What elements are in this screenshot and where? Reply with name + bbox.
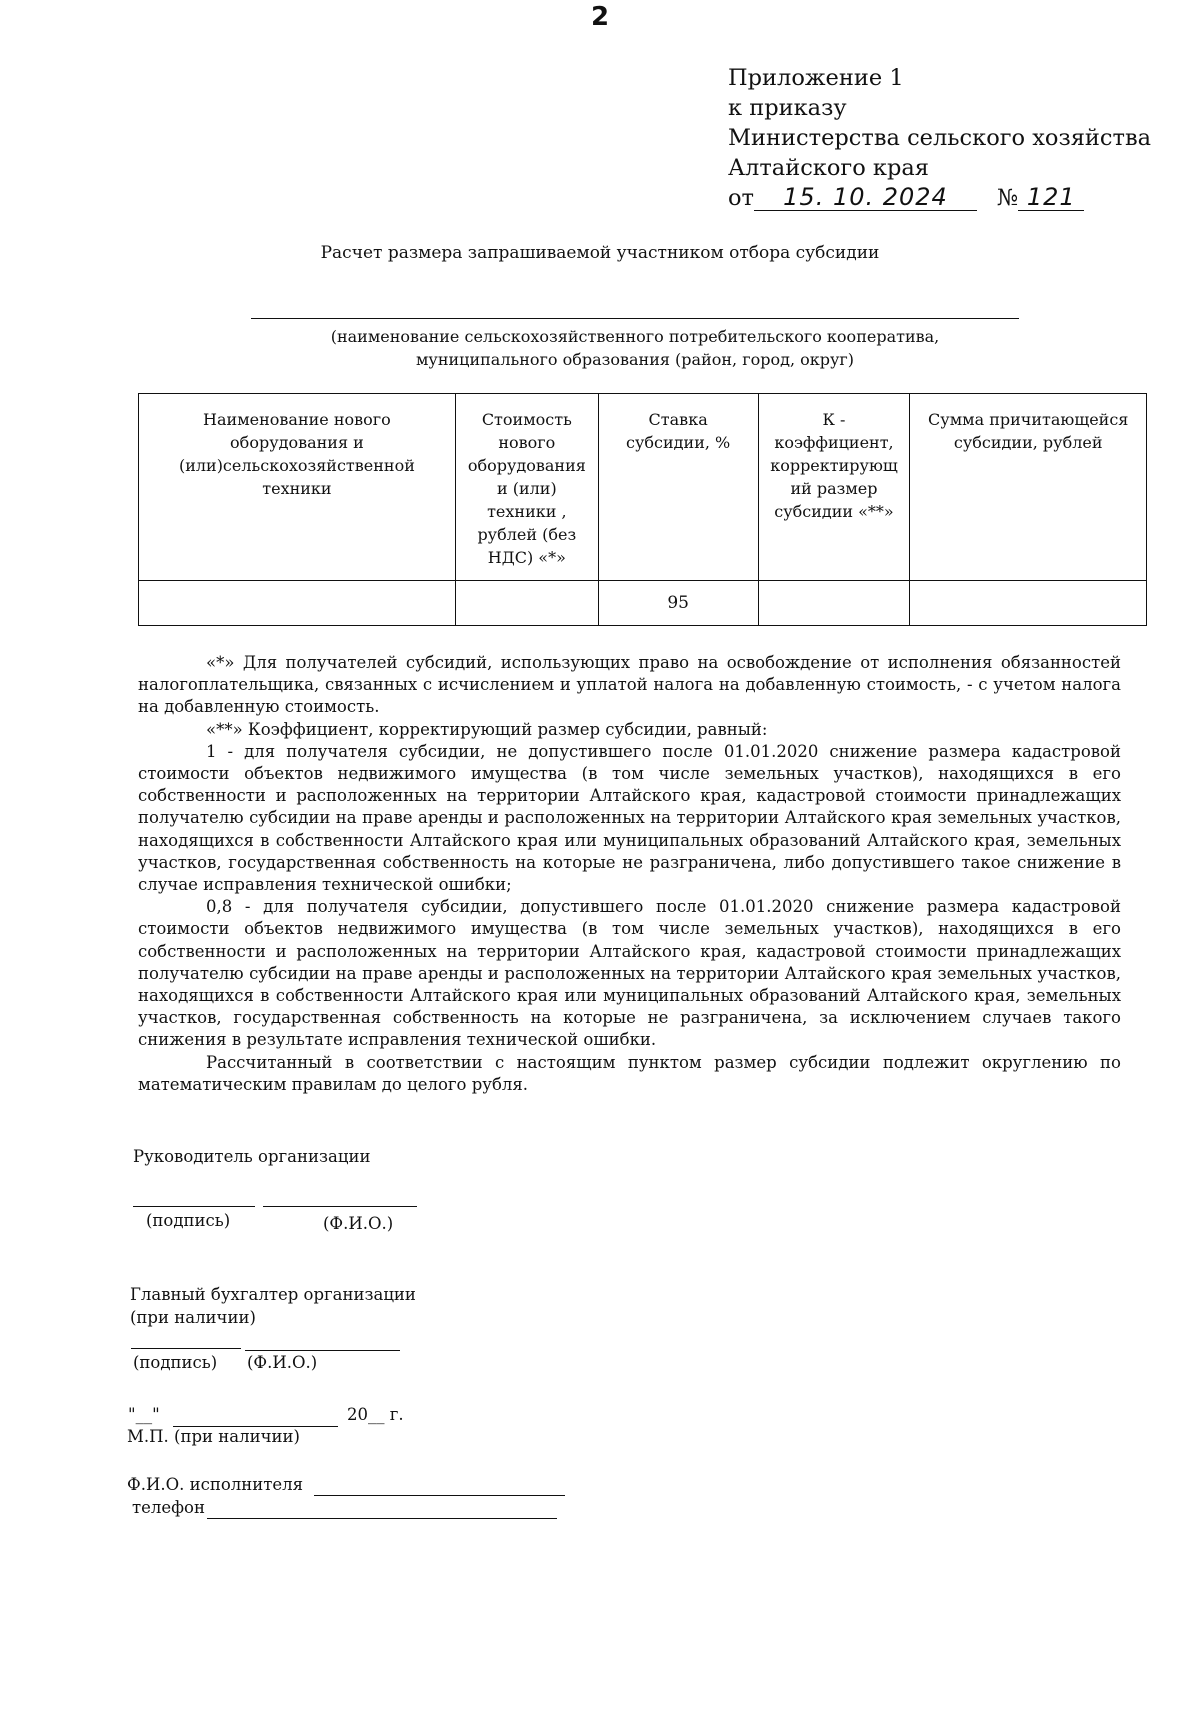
footnote-rounding: Рассчитанный в соответствии с настоящим пунктом размер субсидии подлежит округлению по математическим правилам до целого рубля. [138, 1052, 1121, 1094]
accountant-label-note: (при наличии) [130, 1308, 256, 1327]
subsidy-calculation-table [138, 393, 1147, 626]
organization-name-line [251, 318, 1019, 319]
date-quote: "__" [128, 1405, 160, 1424]
date-year: 20__ г. [347, 1405, 404, 1424]
head-label: Руководитель организации [133, 1147, 371, 1166]
table-header-row [139, 394, 1147, 581]
number-prefix: № [997, 185, 1019, 211]
header-equipment-name: Наименование нового оборудования и (или)сельскохозяйственной техники [139, 394, 456, 581]
accountant-label: Главный бухгалтер организации [130, 1285, 416, 1304]
order-number: 121 [1018, 184, 1084, 211]
accountant-fio-line [245, 1350, 400, 1351]
header-coefficient: К - коэффициент, корректирующ ий размер субсидии «**» [758, 394, 910, 581]
order-date: 15. 10. 2024 [754, 184, 977, 211]
appendix-region: Алтайского края [728, 155, 929, 181]
header-cost: Стоимость нового оборудования и (или) техники , рублей (без НДС) «*» [455, 394, 598, 581]
table-row [139, 581, 1147, 626]
cell-rate: 95 [598, 581, 758, 626]
accountant-fio-caption: (Ф.И.О.) [247, 1353, 318, 1372]
accountant-sign-caption: (подпись) [133, 1353, 218, 1372]
caption-line-1: (наименование сельскохозяйственного потребительского кооператива, [330, 327, 940, 346]
head-fio-line [263, 1206, 417, 1207]
date-prefix: от [728, 185, 754, 211]
phone-label: телефон [132, 1498, 205, 1517]
head-fio-caption: (Ф.И.О.) [323, 1214, 394, 1233]
cell-cost [455, 581, 598, 626]
cell-equipment-name [139, 581, 456, 626]
cell-subsidy-amount [910, 581, 1147, 626]
appendix-title: Приложение 1 [728, 65, 904, 91]
head-signature-line [133, 1206, 255, 1207]
cell-coefficient [758, 581, 910, 626]
head-sign-caption: (подпись) [146, 1211, 231, 1230]
accountant-signature-line [131, 1348, 241, 1349]
footnote-coefficient-intro: «**» Коэффициент, корректирующий размер субсидии, равный: [206, 719, 768, 739]
caption-line-2: муниципального образования (район, город, округ) [415, 350, 855, 369]
page-number: 2 [590, 2, 610, 32]
organization-name-caption [250, 325, 1020, 371]
appendix-block [728, 63, 1151, 213]
footnote-vat: «*» Для получателей субсидий, использующих право на освобождение от исполнения обязанностей налогоплательщика, связанных с исчислением и уплатой налога на добавленную стоимость, - с учетом налога на добавленную стоимость. [138, 653, 1121, 717]
stamp-label: М.П. (при наличии) [127, 1427, 300, 1446]
executor-label: Ф.И.О. исполнителя [127, 1475, 304, 1494]
footnote-coefficient-08: 0,8 - для получателя субсидии, допустившего после 01.01.2020 снижение размера кадастровой стоимости объектов недвижимого имущества (в том числе земельных участков), находящихся в его собственности и расположенных на территории Алтайского края, кадастровой стоимости принадлежащих получателю субсидии на праве аренды и расположенных на территории Алтайского края земельных участков, находящихся в собственности Алтайского края или муниципальных образований Алтайского края, земельных участков, государственная собственность на которые не разграничена, за исключением случаев такого снижения в результате исправления технической ошибки. [138, 897, 1121, 1050]
header-subsidy-amount: Сумма причитающейся субсидии, рублей [910, 394, 1147, 581]
executor-line [314, 1495, 565, 1496]
phone-line [207, 1518, 557, 1519]
header-rate: Ставка субсидии, % [598, 394, 758, 581]
appendix-date-number-row [728, 183, 1151, 213]
document-title: Расчет размера запрашиваемой участником отбора субсидии [320, 243, 880, 263]
footnotes [138, 652, 1121, 1096]
footnote-coefficient-1: 1 - для получателя субсидии, не допустившего после 01.01.2020 снижение размера кадастровой стоимости объектов недвижимого имущества (в том числе земельных участков), находящихся в его собственности и расположенных на территории Алтайского края, кадастровой стоимости принадлежащих получателю субсидии на праве аренды и расположенных на территории Алтайского края земельных участков, находящихся в собственности Алтайского края или муниципальных образований Алтайского края, земельных участков, государственная собственность на которые не разграничена, либо допустившего такое снижение в случае исправления технической ошибки; [138, 741, 1121, 895]
appendix-ministry: Министерства сельского хозяйства [728, 125, 1152, 151]
appendix-order-ref: к приказу [728, 95, 847, 121]
